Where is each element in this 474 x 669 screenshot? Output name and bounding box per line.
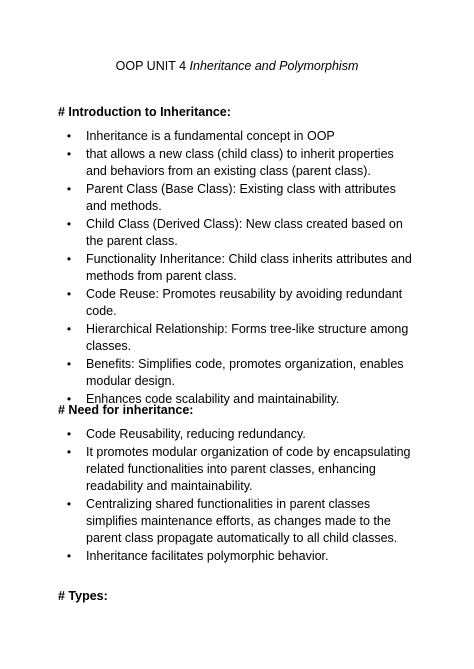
- list-item-text: It promotes modular organization of code by encapsulating related functionalities into parent classes, enhancing readability and maintainability.: [86, 445, 411, 493]
- list-item: [0, 128, 474, 145]
- list-item-text: Inheritance is a fundamental concept in OOP: [86, 129, 335, 143]
- section-heading-types: # Types:: [58, 589, 108, 603]
- bullet-icon: •: [66, 392, 72, 406]
- bullet-icon: •: [66, 147, 72, 161]
- bullet-icon: •: [66, 445, 72, 459]
- list-item: [0, 356, 474, 390]
- introduction-list: [0, 128, 474, 409]
- bullet-icon: •: [66, 549, 72, 563]
- need-list: [0, 426, 474, 566]
- list-item: [0, 216, 474, 250]
- list-item-text: Benefits: Simplifies code, promotes organization, enables modular design.: [86, 357, 404, 388]
- list-item-text: Code Reuse: Promotes reusability by avoiding redundant code.: [86, 287, 403, 318]
- bullet-icon: •: [66, 287, 72, 301]
- list-item-text: Centralizing shared functionalities in parent classes simplifies maintenance efforts, as changes made to the parent class propagate automatically to all child classes.: [86, 497, 398, 545]
- list-item: [0, 146, 474, 180]
- bullet-icon: •: [66, 497, 72, 511]
- list-item: [0, 286, 474, 320]
- section-heading-need: # Need for inheritance:: [58, 403, 194, 417]
- list-item-text: Enhances code scalability and maintainability.: [86, 392, 340, 406]
- bullet-icon: •: [66, 129, 72, 143]
- title-plain: OOP UNIT 4: [115, 59, 190, 73]
- list-item-text: Parent Class (Base Class): Existing class with attributes and methods.: [86, 182, 396, 213]
- bullet-icon: •: [66, 357, 72, 371]
- list-item: [0, 548, 474, 565]
- list-item-text: Child Class (Derived Class): New class created based on the parent class.: [86, 217, 403, 248]
- bullet-icon: •: [66, 182, 72, 196]
- bullet-icon: •: [66, 252, 72, 266]
- bullet-icon: •: [66, 427, 72, 441]
- list-item-text: Inheritance facilitates polymorphic behavior.: [86, 549, 329, 563]
- list-item: [0, 251, 474, 285]
- bullet-icon: •: [66, 322, 72, 336]
- list-item-text: Code Reusability, reducing redundancy.: [86, 427, 306, 441]
- list-item: [0, 181, 474, 215]
- list-item: [0, 426, 474, 443]
- list-item-text: that allows a new class (child class) to inherit properties and behaviors from an existing class (parent class).: [86, 147, 394, 178]
- list-item-text: Hierarchical Relationship: Forms tree-like structure among classes.: [86, 322, 409, 353]
- document-title: [0, 58, 474, 74]
- list-item: [0, 444, 474, 495]
- title-italic: Inheritance and Polymorphism: [189, 59, 359, 73]
- bullet-icon: •: [66, 217, 72, 231]
- list-item-text: Functionality Inheritance: Child class inherits attributes and methods from parent class.: [86, 252, 412, 283]
- list-item: [0, 321, 474, 355]
- section-heading-introduction: # Introduction to Inheritance:: [58, 105, 231, 119]
- list-item: [0, 496, 474, 547]
